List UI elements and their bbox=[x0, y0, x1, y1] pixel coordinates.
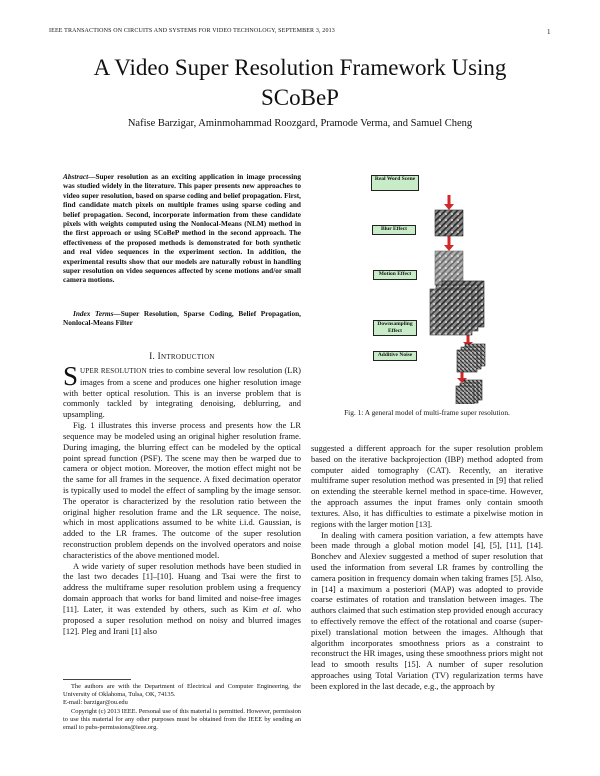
figure-1-graphic bbox=[360, 164, 500, 404]
footnote bbox=[63, 683, 301, 732]
title-line-2: SCoBeP bbox=[261, 85, 339, 110]
abstract bbox=[63, 172, 301, 285]
index-terms-text: —Super Resolution, Sparse Coding, Belief Propagation, Nonlocal-Means Filter bbox=[63, 309, 301, 328]
index-terms bbox=[63, 309, 301, 328]
section-title-rest: NTRODUCTION bbox=[160, 353, 215, 361]
downsampled-frames bbox=[457, 344, 485, 372]
footnote-email: E-mail: barzigar@ou.edu bbox=[63, 699, 128, 707]
col2-paragraph-1: suggested a different approach for the super resolution problem based on the iterative backprojection (IBP) method adopted from computer aided tomography (CAT). Recently, an iterative multiframe super resolution method was presented in [9] that relied on extending the steerable kernel method in space-time. However, the approach assumes the input frames only contain smooth textures. Also, it has difficulties to estimate a pixelwise motion in regions with the larger motion [13]. bbox=[311, 443, 543, 529]
paper-title bbox=[40, 53, 560, 113]
intro-p3-etal: et al. bbox=[262, 603, 282, 614]
footnote-affiliation: The authors are with the Department of Electrical and Computer Engineering, the University of Oklahoma, Tulsa, OK, 74135. bbox=[63, 683, 301, 699]
author-list: Nafise Barzigar, Aminmohammad Roozgard, Pramode Verma, and Samuel Cheng bbox=[127, 118, 473, 129]
intro-paragraph-1 bbox=[63, 361, 302, 420]
label-real-world-scene: Real Word Scene bbox=[371, 175, 419, 191]
label-downsampling-effect: Downsampling Effect bbox=[373, 320, 417, 336]
intro-paragraph-3 bbox=[63, 561, 301, 637]
intro-lead-words: UPER RESOLUTION bbox=[80, 367, 147, 375]
noisy-frames bbox=[456, 380, 482, 404]
right-column-body bbox=[311, 443, 543, 692]
intro-paragraph-2: Fig. 1 illustrates this inverse process and presents how the LR sequence may be modeled using an original higher resolution frame. During imaging, the blurring effect can be modeled by the optical point spread function (PSF). The scene may then be warped due to camera or object motion. Moreover, the motion effect might not be the same for all frames in the sequence. A fixed decimation operator is typically used to model the effect of sampling by the image sensor. The operator is characterized by the resolution ratio between the original higher resolution frame and the LR sequence. The noise, which in most applications assumed to be white i.i.d. Gaussian, is added to the LR frames. The outcome of the super resolution reconstruction problem depends on the involved operators and noise characteristics of the above mentioned model. bbox=[63, 420, 301, 560]
section-first-letter: I bbox=[157, 351, 161, 361]
footnote-copyright: Copyright (c) 2013 IEEE. Personal use of this material is permitted. However, permission to use this material for any other purposes must be obtained from the IEEE by sending an email to pubs-permissions@ieee.org. bbox=[63, 707, 301, 732]
abstract-text: —Super resolution as an exciting application in image processing was studied widely in the literature. This paper presents new approaches to video super resolution, based on sparse coding and belief propagation. First, find candidate match pixels on multiple frames using sparse coding and belief propagation. Second, incorporate information from these candidate pixels with weights computed using the Nonlocal-Means (NLM) method in the first approach or using SCoBeP method in the second approach. The effectiveness of the proposed methods is demonstrated for both synthetic and real video sequences in the experiment section. In addition, the experimental results show that our models are naturally robust in handling super resolution on video sequences affected by scene motions and/or small camera motions. bbox=[63, 172, 301, 285]
label-blur-effect: Blur Effect bbox=[372, 225, 416, 235]
drop-cap: S bbox=[63, 361, 79, 391]
running-header: IEEE TRANSACTIONS ON CIRCUITS AND SYSTEMS FOR VIDEO TECHNOLOGY, SEPTEMBER 3, 2013 bbox=[49, 28, 335, 34]
blurred-image bbox=[435, 251, 463, 285]
footnote-rule bbox=[63, 679, 131, 680]
title-line-1: A Video Super Resolution Framework Using bbox=[93, 55, 507, 80]
section-heading bbox=[63, 351, 301, 361]
intro-p3-part-a: A wide variety of super resolution methods have been studied in the last two decades [1]–[10]. Huang and Tsai were the first to address the multiframe super resolution problem using a frequency domain approach that works for band limited and noise-free images [11]. Later, it was extended by others, such as Kim bbox=[63, 560, 301, 614]
col2-paragraph-2: In dealing with camera position variation, a few attempts have been made through a global motion model [4], [5], [11], [14]. Bonchev and Alexiev suggested a method of super resolution that used the information from several LR frames by controlling the camera position in frequency domain when taking frames [5]. Also, in [14] a maximum a posteriori (MAP) was adopted to provide coarse estimates of rotation and translation between images. The authors claimed that such estimation step provided enough accuracy to effectively remove the effect of the rotational and coarse (super-pixel) translational motion between the images. Although that algorithm incorporates smoothness priors as a constraint to reconstruct the HR images, using these smoothness priors might not lead to smooth results [15]. A number of super resolution approaches using Total Variation (TV) regularization terms have been explored in the last decade, e.g., the approach by bbox=[311, 529, 543, 691]
label-additive-noise: Additive Noise bbox=[373, 351, 417, 361]
intro-p1-text: tries to combine several low resolution (LR) images from a scene and produces one higher resolution image with better optical resolution. This is an inverse problem that is commonly tackled by integrating denoising, deblurring, and upsampling. bbox=[63, 365, 302, 420]
index-terms-label: Index Terms bbox=[73, 309, 114, 318]
figure-1 bbox=[360, 164, 500, 404]
figure-caption: Fig. 1: A general model of multi-frame super resolution. bbox=[344, 408, 510, 417]
intro-p3-part-b: who proposed a super resolution method on noisy and blurred images [12]. Pleg and Irani [1] also bbox=[63, 603, 302, 636]
page-number: 1 bbox=[547, 28, 551, 36]
motion-frames bbox=[430, 281, 484, 335]
label-motion-effect: Motion Effect bbox=[373, 270, 417, 280]
abstract-label: Abstract bbox=[63, 172, 89, 181]
section-numeral: I. bbox=[149, 351, 156, 361]
scene-image bbox=[435, 210, 463, 236]
left-column-body bbox=[63, 361, 302, 636]
